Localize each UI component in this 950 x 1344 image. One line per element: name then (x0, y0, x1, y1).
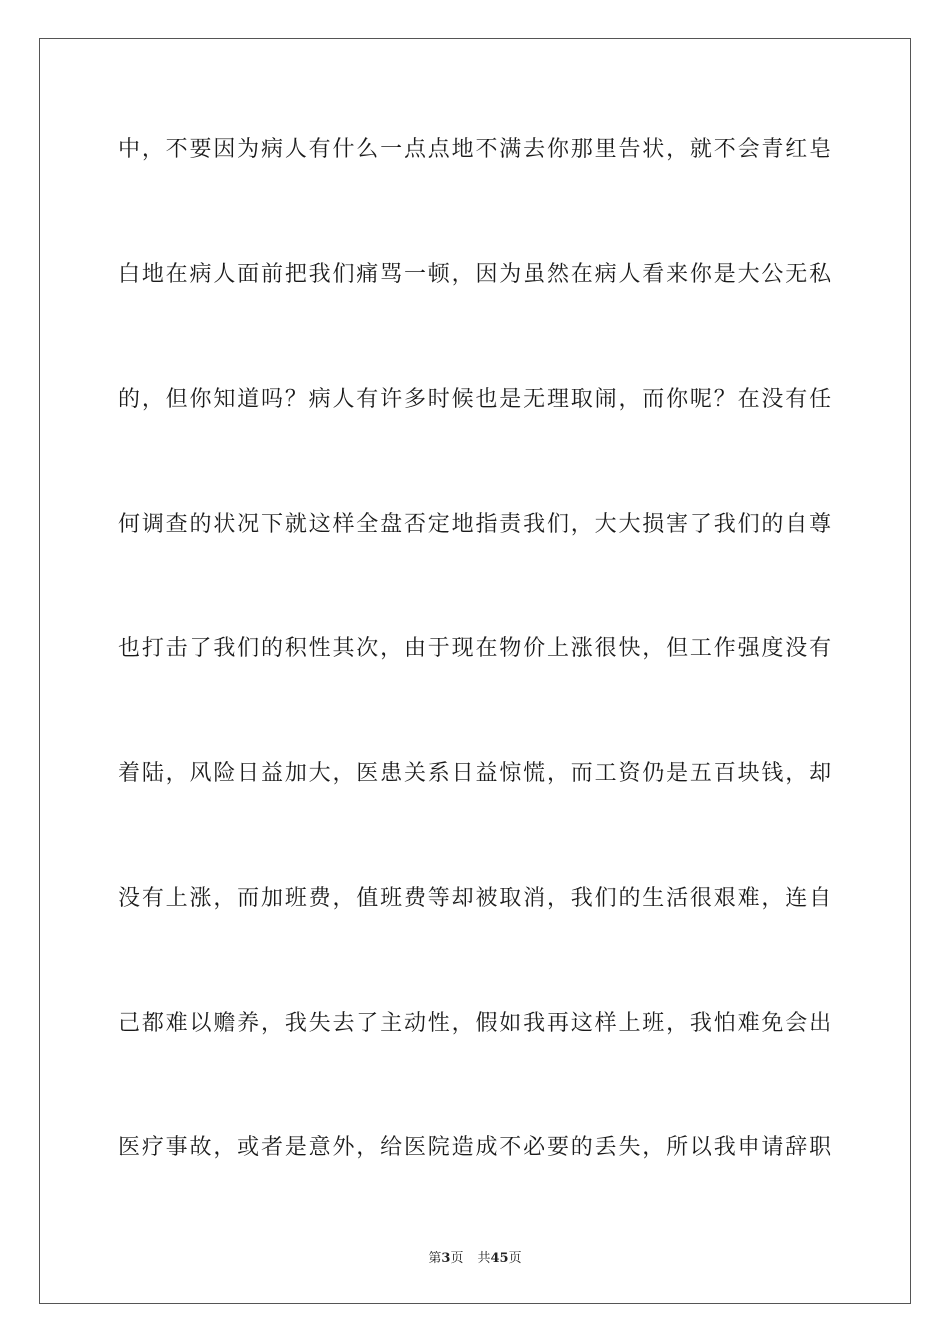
total-suffix: 页 (508, 1251, 522, 1266)
total-prefix: 共 (477, 1251, 491, 1266)
body-line-6: 着陆，风险日益加大，医患关系日益惊慌，而工资仍是五百块钱，却 (118, 761, 832, 786)
page-prefix: 第 (428, 1251, 442, 1266)
body-line-9: 医疗事故，或者是意外，给医院造成不必要的丢失，所以我申请辞职 (118, 1135, 832, 1160)
page-footer (0, 1247, 950, 1266)
total-pages: 45 (490, 1251, 509, 1266)
body-line-1: 中，不要因为病人有什么一点点地不满去你那里告状，就不会青红皂 (118, 137, 832, 162)
body-line-5: 也打击了我们的积性其次，由于现在物价上涨很快，但工作强度没有 (118, 636, 832, 661)
page-border (39, 38, 911, 1304)
body-line-3: 的，但你知道吗？病人有许多时候也是无理取闹，而你呢？在没有任 (118, 387, 832, 412)
page-suffix: 页 (450, 1251, 464, 1266)
body-line-4: 何调查的状况下就这样全盘否定地指责我们，大大损害了我们的自尊 (118, 512, 832, 537)
body-line-2: 白地在病人面前把我们痛骂一顿，因为虽然在病人看来你是大公无私 (118, 262, 832, 287)
body-line-8: 己都难以赡养，我失去了主动性，假如我再这样上班，我怕难免会出 (118, 1011, 832, 1036)
body-line-7: 没有上涨，而加班费，值班费等却被取消，我们的生活很艰难，连自 (118, 886, 832, 911)
page-number: 3 (441, 1251, 451, 1266)
